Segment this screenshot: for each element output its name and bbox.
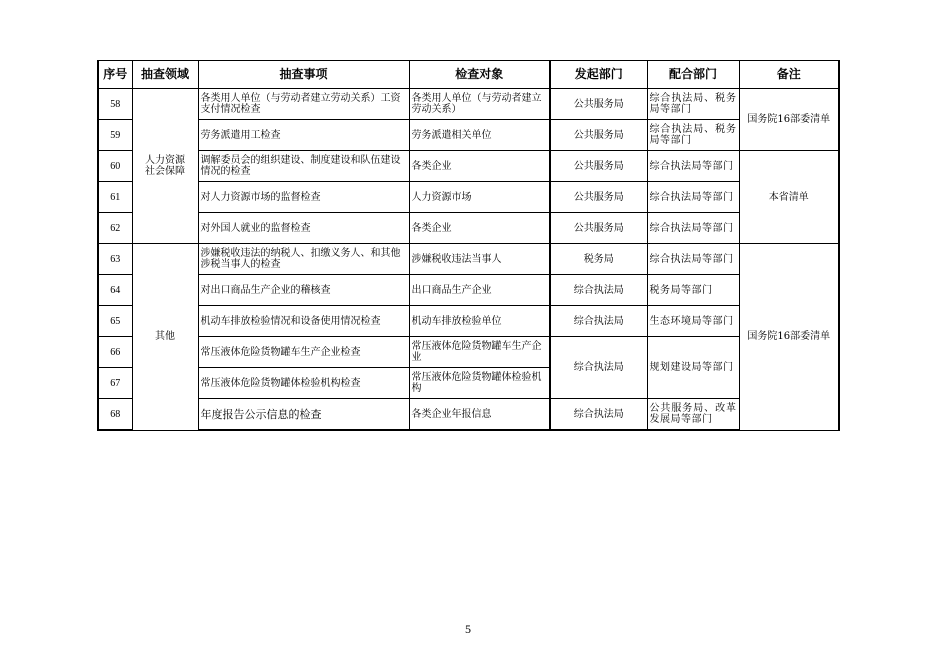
seq-cell: 68 <box>98 399 132 431</box>
cooperator-cell: 综合执法局、税务局等部门 <box>647 120 739 151</box>
object-cell: 出口商品生产企业 <box>409 275 550 306</box>
item-cell: 对出口商品生产企业的稽核查 <box>198 275 409 306</box>
header-item: 抽查事项 <box>198 61 409 89</box>
item-cell: 劳务派遣用工检查 <box>198 120 409 151</box>
cooperator-cell: 税务局等部门 <box>647 275 739 306</box>
initiator-cell: 税务局 <box>550 244 647 275</box>
header-object: 检查对象 <box>409 61 550 89</box>
header-area: 抽查领域 <box>132 61 198 89</box>
initiator-cell: 综合执法局 <box>550 337 647 399</box>
cooperator-cell: 生态环境局等部门 <box>647 306 739 337</box>
object-cell: 涉嫌税收违法当事人 <box>409 244 550 275</box>
object-cell: 各类企业 <box>409 151 550 182</box>
note-cell: 本省清单 <box>739 151 839 244</box>
object-cell: 各类企业 <box>409 213 550 244</box>
object-cell: 各类企业年报信息 <box>409 399 550 431</box>
initiator-cell: 综合执法局 <box>550 275 647 306</box>
note-cell: 国务院16部委清单 <box>739 89 839 151</box>
object-cell: 机动车排放检验单位 <box>409 306 550 337</box>
seq-cell: 66 <box>98 337 132 368</box>
table-row <box>98 306 839 337</box>
initiator-cell: 公共服务局 <box>550 151 647 182</box>
table-row <box>98 337 839 368</box>
object-cell: 常压液体危险货物罐车生产企业 <box>409 337 550 368</box>
area-cell-other: 其他 <box>132 244 198 431</box>
item-cell: 对外国人就业的监督检查 <box>198 213 409 244</box>
note-cell: 国务院16部委清单 <box>739 244 839 431</box>
cooperator-cell: 综合执法局等部门 <box>647 244 739 275</box>
item-cell: 常压液体危险货物罐车生产企业检查 <box>198 337 409 368</box>
item-cell: 各类用人单位（与劳动者建立劳动关系）工资支付情况检查 <box>198 89 409 120</box>
item-cell: 涉嫌税收违法的纳税人、扣缴义务人、和其他涉税当事人的检查 <box>198 244 409 275</box>
initiator-cell: 公共服务局 <box>550 120 647 151</box>
header-cooperator: 配合部门 <box>647 61 739 89</box>
item-cell: 调解委员会的组织建设、制度建设和队伍建设情况的检查 <box>198 151 409 182</box>
header-row <box>98 61 839 89</box>
cooperator-cell: 规划建设局等部门 <box>647 337 739 399</box>
object-cell: 人力资源市场 <box>409 182 550 213</box>
initiator-cell: 综合执法局 <box>550 306 647 337</box>
table-row <box>98 182 839 213</box>
table-row <box>98 275 839 306</box>
table-row <box>98 151 839 182</box>
cooperator-cell: 综合执法局等部门 <box>647 182 739 213</box>
seq-cell: 62 <box>98 213 132 244</box>
object-cell: 常压液体危险货物罐体检验机构 <box>409 368 550 399</box>
seq-cell: 58 <box>98 89 132 120</box>
cooperator-cell: 综合执法局、税务局等部门 <box>647 89 739 120</box>
initiator-cell: 公共服务局 <box>550 89 647 120</box>
cooperator-cell: 公共服务局、改革发展局等部门 <box>647 399 739 431</box>
table-row <box>98 120 839 151</box>
seq-cell: 67 <box>98 368 132 399</box>
table-row <box>98 89 839 120</box>
cooperator-cell: 综合执法局等部门 <box>647 213 739 244</box>
item-cell: 对人力资源市场的监督检查 <box>198 182 409 213</box>
initiator-cell: 公共服务局 <box>550 182 647 213</box>
cooperator-cell: 综合执法局等部门 <box>647 151 739 182</box>
area-cell-hr: 人力资源 社会保障 <box>132 89 198 244</box>
item-cell: 常压液体危险货物罐体检验机构检查 <box>198 368 409 399</box>
table-row <box>98 244 839 275</box>
header-seq: 序号 <box>98 61 132 89</box>
initiator-cell: 综合执法局 <box>550 399 647 431</box>
item-cell: 年度报告公示信息的检查 <box>198 399 409 431</box>
seq-cell: 65 <box>98 306 132 337</box>
table-row <box>98 399 839 431</box>
seq-cell: 63 <box>98 244 132 275</box>
table-row <box>98 213 839 244</box>
seq-cell: 60 <box>98 151 132 182</box>
item-cell: 机动车排放检验情况和设备使用情况检查 <box>198 306 409 337</box>
initiator-cell: 公共服务局 <box>550 213 647 244</box>
inspection-table <box>97 60 840 431</box>
seq-cell: 61 <box>98 182 132 213</box>
seq-cell: 59 <box>98 120 132 151</box>
page-number: 5 <box>465 622 471 636</box>
header-note: 备注 <box>739 61 839 89</box>
seq-cell: 64 <box>98 275 132 306</box>
header-initiator: 发起部门 <box>550 61 647 89</box>
object-cell: 劳务派遣相关单位 <box>409 120 550 151</box>
object-cell: 各类用人单位（与劳动者建立劳动关系） <box>409 89 550 120</box>
